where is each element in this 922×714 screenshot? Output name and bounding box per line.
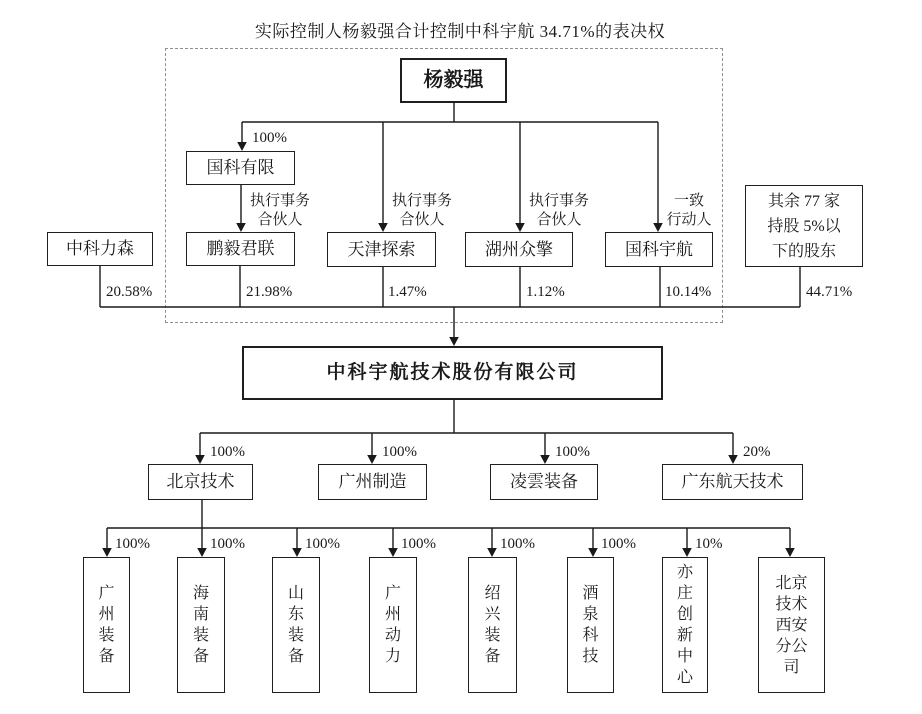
pct-label-tianjin-tansuo: 1.47% (388, 284, 427, 300)
pct-label-guangzhou-dongli: 100% (401, 536, 436, 552)
rel-line-1: 执行事务 (249, 193, 310, 209)
pct-label-lingyun-zhuangbei: 100% (555, 444, 590, 460)
node-tianjin-tansuo: 天津探索 (327, 232, 436, 267)
node-guoke-youxian: 国科有限 (186, 151, 295, 185)
node-beijing-jishu-xian-fengongsi: 北京技术西安分公司 (758, 557, 825, 693)
rel-line-1: 一致 (673, 193, 704, 209)
node-lingyun-zhuangbei: 凌雲装备 (490, 464, 598, 500)
rel-line-2: 合伙人 (257, 212, 303, 228)
rel-line-2: 合伙人 (399, 212, 445, 228)
node-beijing-jishu: 北京技术 (148, 464, 253, 500)
pct-label-shaoxing-zhuangbei: 100% (500, 536, 535, 552)
node-guoke-yuhang: 国科宇航 (605, 232, 713, 267)
node-guangzhou-zhuangbei: 广州装备 (83, 557, 130, 693)
pct-label-guangzhou-zhuangbei: 100% (115, 536, 150, 552)
rel-label-executive-partner-2 (387, 192, 457, 230)
pct-label-guangzhou-zhizao: 100% (382, 444, 417, 460)
rel-line-1: 执行事务 (528, 193, 589, 209)
node-guangdong-hangtian-jishu: 广东航天技术 (662, 464, 803, 500)
node-jiuquan-keji: 酒泉科技 (567, 557, 614, 693)
pct-label-guangdong-hangtian: 20% (743, 444, 771, 460)
node-guangzhou-zhizao: 广州制造 (318, 464, 427, 500)
rel-label-executive-partner-1 (245, 192, 315, 230)
pct-label-yizhuang: 10% (695, 536, 723, 552)
pct-label-zhongke-lisen: 20.58% (106, 284, 153, 300)
pct-label-beijing-jishu: 100% (210, 444, 245, 460)
pct-label-huzhou-zhongqing: 1.12% (526, 284, 565, 300)
pct-label-pengyi-junlian: 21.98% (246, 284, 293, 300)
pct-label-shandong-zhuangbei: 100% (305, 536, 340, 552)
node-zhongke-yuhang-company: 中科宇航技术股份有限公司 (242, 346, 663, 400)
node-yang-yiqiang: 杨毅强 (400, 58, 507, 103)
rel-line-2: 行动人 (666, 212, 712, 228)
node-other-77-shareholders: 其余 77 家持股 5%以下的股东 (745, 185, 863, 267)
node-shaoxing-zhuangbei: 绍兴装备 (468, 557, 517, 693)
pct-label-guoke-yuhang: 10.14% (665, 284, 712, 300)
pct-label-hainan-zhuangbei: 100% (210, 536, 245, 552)
pct-label-other-77: 44.71% (806, 284, 853, 300)
node-huzhou-zhongqing: 湖州众擎 (465, 232, 573, 267)
pct-label-jiuquan-keji: 100% (601, 536, 636, 552)
rel-label-acting-in-concert (662, 192, 716, 230)
node-pengyi-junlian: 鹏毅君联 (186, 232, 295, 266)
rel-label-executive-partner-3 (524, 192, 594, 230)
node-hainan-zhuangbei: 海南装备 (177, 557, 225, 693)
rel-line-2: 合伙人 (536, 212, 582, 228)
pct-label-guoke-youxian: 100% (252, 130, 287, 146)
diagram-title: 实际控制人杨毅强合计控制中科宇航 34.71%的表决权 (254, 22, 666, 41)
node-yizhuang-chuangxin-zhongxin: 亦庄创新中心 (662, 557, 708, 693)
node-guangzhou-dongli: 广州动力 (369, 557, 417, 693)
node-shandong-zhuangbei: 山东装备 (272, 557, 320, 693)
node-zhongke-lisen: 中科力森 (47, 232, 153, 266)
rel-line-1: 执行事务 (391, 193, 452, 209)
